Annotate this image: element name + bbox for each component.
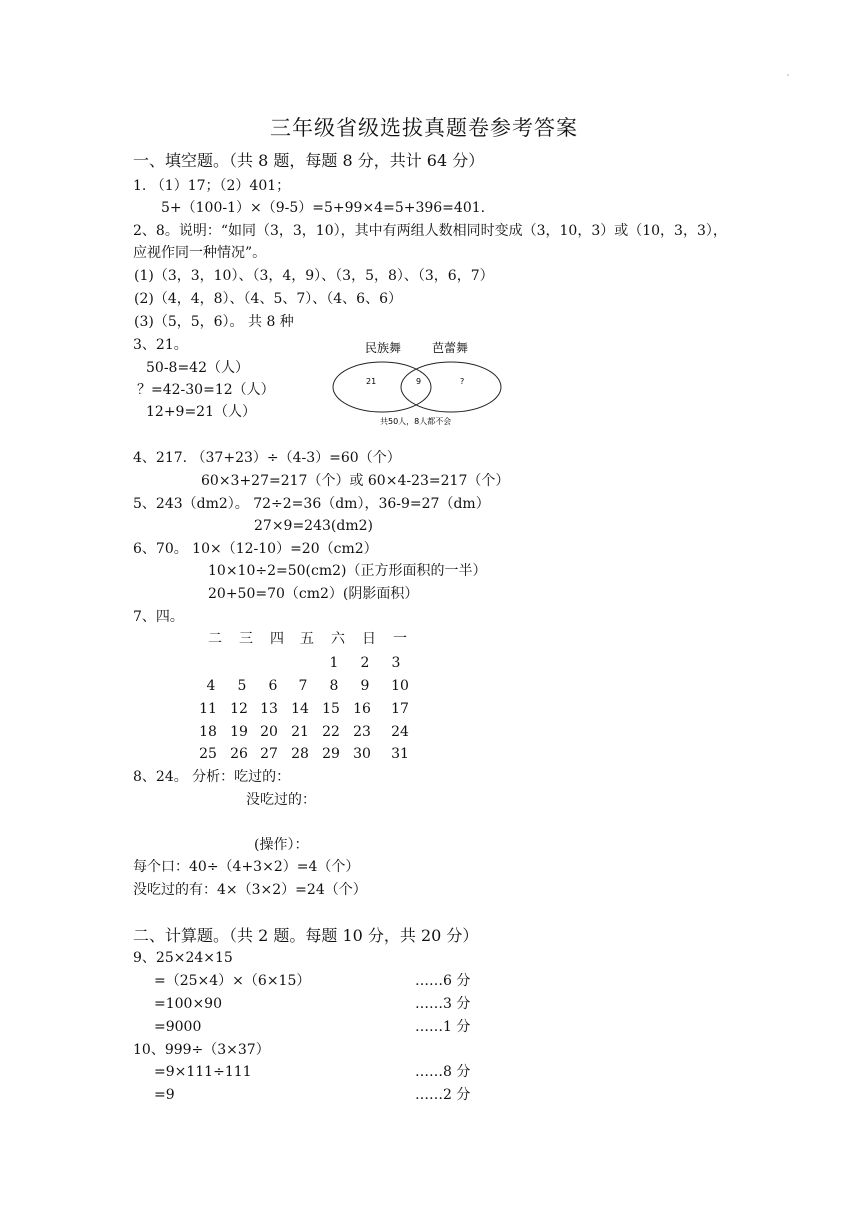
q3-step1: 50-8=42（人） bbox=[146, 360, 249, 376]
q3-step2: ？=42-30=12（人） bbox=[137, 382, 275, 398]
calendar-cell: 16 bbox=[353, 701, 371, 717]
calendar-cell: 21 bbox=[291, 724, 309, 740]
q2-line1: 2、8。说明：“如同（3，3，10），其中有两组人数相同时变成（3，10，3）或（10，3，3）， bbox=[133, 223, 727, 239]
q2-case2: (2)（4，4，8）、（4、5、7）、（4、6、6） bbox=[134, 291, 402, 307]
calendar-cell: 12 bbox=[230, 701, 248, 717]
calendar-cell: 6 bbox=[268, 678, 278, 694]
calendar-header-cell: 三 bbox=[239, 631, 253, 647]
q9-score: ……1 分 bbox=[415, 1019, 471, 1035]
venn-right-ellipse bbox=[401, 362, 501, 412]
calendar-header-cell: 日 bbox=[362, 631, 376, 647]
calendar-cell: 13 bbox=[260, 701, 278, 717]
q2-case1: (1)（3，3，10）、（3，4，9）、（3，5，8）、（3，6，7） bbox=[134, 268, 494, 284]
calendar-header-cell: 五 bbox=[300, 631, 314, 647]
calendar-cell: 22 bbox=[322, 724, 340, 740]
calendar-header-cell: 二 bbox=[208, 631, 222, 647]
q1-answer: 1. （1）17；（2）401； bbox=[133, 178, 291, 194]
calendar-cell: 10 bbox=[391, 678, 409, 694]
q4-line1: 4、217. （37+23）÷（4-3）=60（个） bbox=[133, 450, 401, 466]
calendar-cell: 9 bbox=[360, 678, 370, 694]
calendar-header-cell: 一 bbox=[393, 631, 407, 647]
scan-speck bbox=[787, 74, 789, 76]
q8-answer: 8、24。 分析：吃过的： bbox=[133, 769, 291, 785]
q10-expr: 10、999÷（3×37） bbox=[133, 1042, 270, 1058]
q9-step: =9000 bbox=[154, 1019, 202, 1035]
q9-score: ……3 分 bbox=[415, 996, 471, 1012]
q9-step: =100×90 bbox=[154, 996, 222, 1012]
q8-line3: (操作）： bbox=[254, 837, 309, 853]
venn-right-label: 芭蕾舞 bbox=[432, 341, 469, 355]
section1-heading: 一、填空题。（共 8 题，每题 8 分，共计 64 分） bbox=[133, 151, 485, 170]
calendar-cell: 19 bbox=[230, 724, 248, 740]
calendar-cell: 29 bbox=[322, 746, 340, 762]
calendar-cell: 30 bbox=[353, 746, 371, 762]
calendar-cell: 31 bbox=[391, 746, 409, 762]
calendar-cell: 17 bbox=[391, 701, 409, 717]
calendar-cell: 23 bbox=[353, 724, 371, 740]
venn-caption: 共50人，8人都不会 bbox=[380, 417, 452, 426]
q6-line2: 10×10÷2=50(cm2)（正方形面积的一半） bbox=[208, 563, 487, 579]
calendar-cell: 28 bbox=[291, 746, 309, 762]
q6-line1: 6、70。 10×（12-10）=20（cm2） bbox=[133, 541, 378, 557]
q10-step: =9×111÷111 bbox=[154, 1064, 252, 1080]
page-title: 三年级省级选拔真题卷参考答案 bbox=[270, 116, 578, 140]
q7-answer: 7、四。 bbox=[133, 609, 184, 625]
section2-heading: 二、计算题。（共 2 题。每题 10 分，共 20 分） bbox=[133, 926, 479, 945]
calendar-cell: 24 bbox=[391, 724, 409, 740]
calendar-cell: 27 bbox=[260, 746, 278, 762]
q10-step: =9 bbox=[154, 1087, 175, 1103]
calendar-cell: 14 bbox=[291, 701, 309, 717]
calendar-cell: 3 bbox=[391, 655, 401, 671]
q3-answer: 3、21。 bbox=[133, 337, 188, 353]
calendar-cell: 1 bbox=[329, 655, 339, 671]
q9-score: ……6 分 bbox=[415, 973, 471, 989]
calendar-header-cell: 四 bbox=[270, 631, 284, 647]
q9-step: =（25×4）×（6×15） bbox=[154, 973, 311, 989]
q10-score: ……2 分 bbox=[415, 1087, 471, 1103]
venn-middle-value: 9 bbox=[416, 377, 422, 386]
venn-diagram bbox=[330, 333, 510, 433]
calendar-cell: 20 bbox=[260, 724, 278, 740]
q4-line2: 60×3+27=217（个）或 60×4-23=217（个） bbox=[201, 473, 510, 489]
calendar-cell: 7 bbox=[298, 678, 308, 694]
calendar-header-cell: 六 bbox=[331, 631, 345, 647]
q10-score: ……8 分 bbox=[415, 1064, 471, 1080]
calendar-cell: 8 bbox=[329, 678, 339, 694]
q3-step3: 12+9=21（人） bbox=[146, 404, 256, 420]
q6-line3: 20+50=70（cm2）(阴影面积） bbox=[208, 586, 419, 602]
q5-line1: 5、243（dm2）。 72÷2=36（dm），36-9=27（dm） bbox=[133, 496, 490, 512]
q1-work: 5+（100-1）×（9-5）=5+99×4=5+396=401. bbox=[161, 200, 486, 216]
q2-case3: (3)（5，5，6）。 共 8 种 bbox=[134, 314, 294, 330]
calendar-cell: 5 bbox=[237, 678, 247, 694]
calendar-cell: 2 bbox=[360, 655, 370, 671]
q9-expr: 9、25×24×15 bbox=[133, 950, 233, 966]
calendar-cell: 25 bbox=[199, 746, 217, 762]
q8-line5: 没吃过的有：4×（3×2）=24（个） bbox=[133, 882, 367, 898]
calendar-cell: 26 bbox=[230, 746, 248, 762]
venn-right-value: ? bbox=[460, 377, 465, 386]
calendar-cell: 15 bbox=[322, 701, 340, 717]
q8-line4: 每个口：40÷（4+3×2）=4（个） bbox=[133, 859, 360, 875]
calendar-cell: 11 bbox=[199, 701, 217, 717]
q2-line2: 应视作同一种情况”。 bbox=[133, 245, 267, 261]
venn-left-value: 21 bbox=[366, 377, 377, 386]
q5-line2: 27×9=243(dm2) bbox=[254, 518, 373, 534]
calendar-cell: 18 bbox=[199, 724, 217, 740]
venn-left-label: 民族舞 bbox=[365, 341, 402, 355]
calendar-cell: 4 bbox=[206, 678, 216, 694]
q8-line2: 没吃过的： bbox=[246, 792, 316, 808]
